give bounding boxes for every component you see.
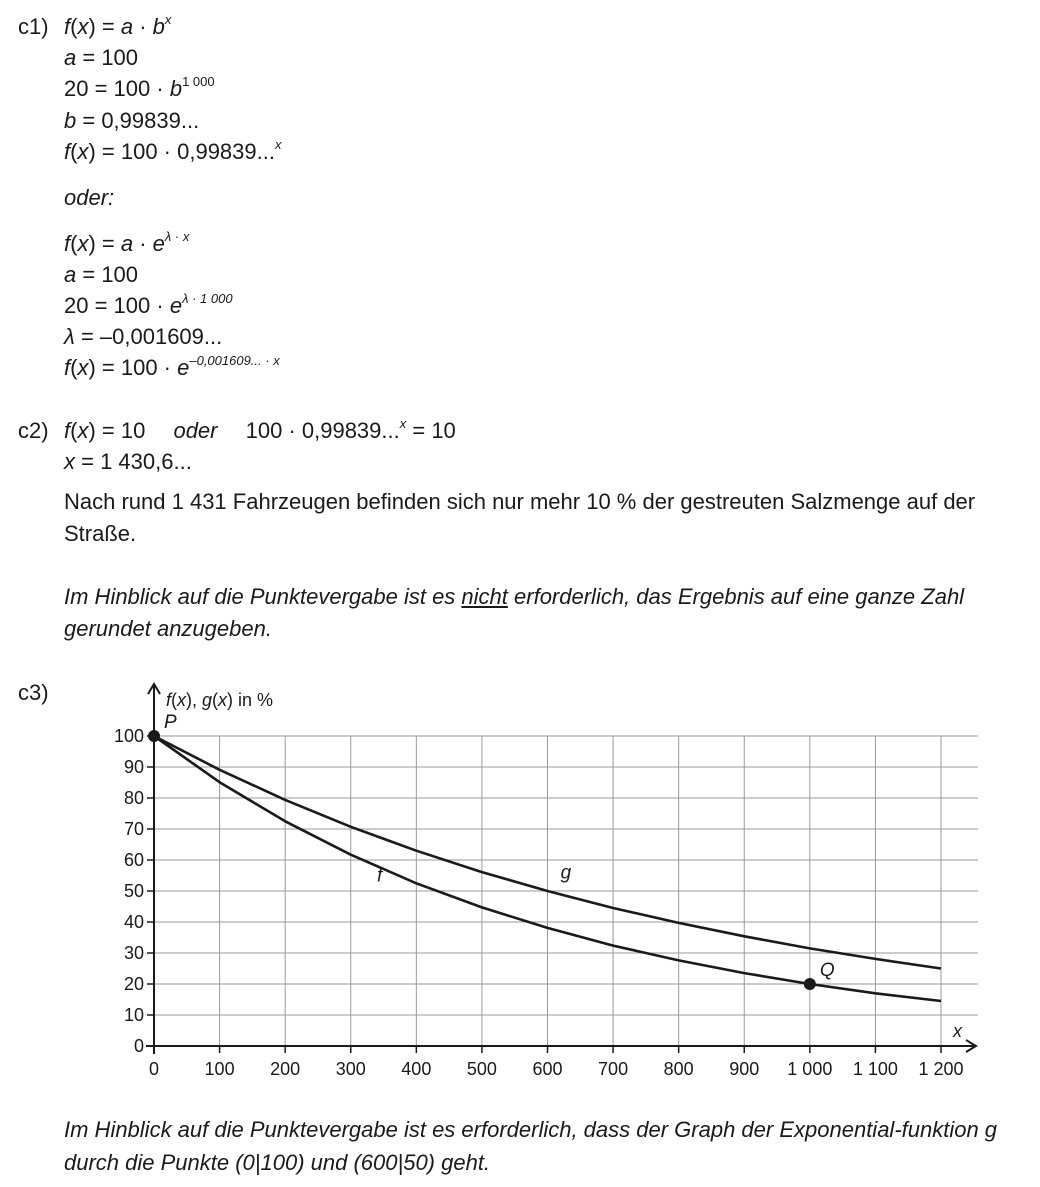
x-tick-label: 400 (401, 1059, 432, 1079)
x-axis-label: x (953, 1021, 962, 1041)
c1-line-7: a = 100 (64, 262, 139, 287)
c2-answer: Nach rund 1 431 Fahrzeugen befinden sich nur mehr 10 % der gestreuten Salzmenge auf der Straße. (64, 489, 976, 546)
y-tick-label: 0 (133, 1036, 144, 1056)
y-tick-label: 40 (123, 912, 144, 932)
y-tick-label: 80 (123, 788, 144, 808)
x-tick-label: 700 (598, 1059, 629, 1079)
y-axis-label-part: ) in % (227, 690, 274, 710)
y-tick-label: 60 (123, 850, 144, 870)
point-P (148, 730, 160, 742)
x-tick-label: 500 (466, 1059, 497, 1079)
x-tick-label: 200 (270, 1059, 301, 1079)
c1-line-10: $f(x) = 100 \cdot e^{-0,001609... \cdot x}$ (64, 353, 280, 380)
x-tick-label: 100 (204, 1059, 235, 1079)
c1-line-1: $f(x) = a \cdot b^x$ (64, 12, 172, 39)
y-axis-label (166, 690, 273, 710)
c1-line-9: λ = –0,001609... (64, 324, 223, 349)
chart-points (148, 712, 835, 990)
y-tick-label: 20 (123, 974, 144, 994)
point-label-P: P (164, 712, 177, 733)
c1-line-8: $20 = 100 \cdot e^{\lambda \cdot 1 000}$ (64, 291, 233, 318)
c3-note: Im Hinblick auf die Punktevergabe ist es erforderlich, dass der Graph der Exponential-funktion g durch die Punkte (0|100) und (600|50) geht. (64, 1117, 998, 1175)
c1-line-5: f(x) = 100 · 0,99839...$^x$ (64, 137, 282, 164)
x-tick-label: 800 (663, 1059, 694, 1079)
y-tick-label: 100 (113, 726, 144, 746)
y-axis-label-part: ( (171, 690, 178, 710)
c2-line-1: f(x) = 10 oder 100 · 0,99839...$^x$ = 10 (64, 416, 456, 443)
x-tick-label: 600 (532, 1059, 563, 1079)
section-label-c1: c1) (18, 14, 49, 39)
y-axis-label-part: x (218, 690, 228, 710)
x-tick-label: 1 200 (918, 1059, 964, 1079)
c2-line-2: x = 1 430,6... (64, 449, 192, 474)
c2-note: Im Hinblick auf die Punktevergabe ist es nicht erforderlich, das Ergebnis auf eine ganze Zahl gerundet anzugeben. (64, 584, 965, 641)
c1-line-6: $f(x) = a \cdot e^{\lambda \cdot x}$ (64, 229, 190, 256)
c1-line-3: $20 = 100 \cdot b^{1 000}$ (64, 74, 215, 101)
x-tick-label: 0 (148, 1059, 160, 1079)
curve-label-f: f (376, 865, 383, 887)
point-Q (804, 978, 816, 990)
x-tick-label: 1 000 (787, 1059, 833, 1079)
y-tick-label: 70 (123, 819, 144, 839)
y-axis-label-part: ( (212, 690, 219, 710)
y-axis-label-part: g (202, 690, 213, 710)
y-axis-label-part: x (177, 690, 187, 710)
chart-grid (154, 736, 978, 1046)
y-tick-label: 50 (123, 881, 144, 901)
x-tick-label: 900 (729, 1059, 760, 1079)
c1-oder: oder: (64, 185, 115, 210)
x-tick-label: 1 100 (852, 1059, 898, 1079)
c1-line-4: b = 0,99839... (64, 108, 200, 133)
y-axis-label-part: ), (186, 690, 203, 710)
section-label-c2: c2) (18, 418, 49, 443)
y-tick-label: 10 (123, 1005, 144, 1025)
curve-label-g: g (560, 862, 572, 884)
x-tick-label: 300 (335, 1059, 366, 1079)
point-label-Q: Q (819, 960, 835, 981)
c1-line-2: a = 100 (64, 45, 139, 70)
y-tick-label: 30 (123, 943, 144, 963)
y-tick-label: 90 (123, 757, 144, 777)
section-label-c3: c3) (18, 680, 49, 705)
y-axis-label-part: f (166, 690, 172, 710)
